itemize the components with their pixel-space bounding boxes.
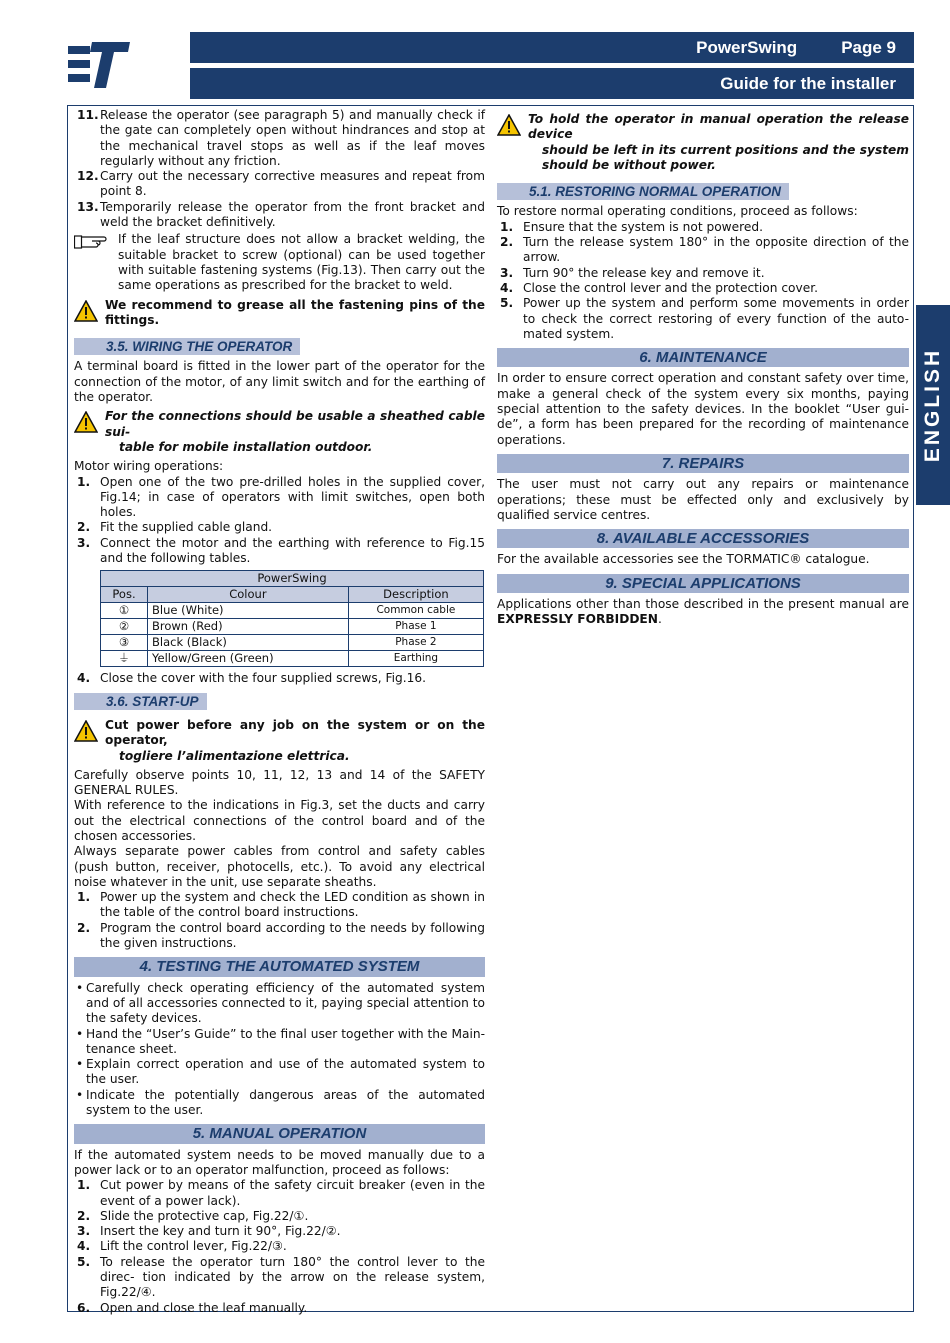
maintenance-text: In order to ensure correct operation and constant safety over time, make a general check of the system every six months, paying special attention to the safety devices. In the booklet “User gui- de”, a form has been prepared for the recording of maintenance operations.	[497, 371, 909, 447]
list-item: 3. Connect the motor and the earthing with reference to Fig.15 and the following tables.	[77, 535, 485, 566]
table-cell: Common cable	[348, 603, 483, 619]
bracket-note	[74, 232, 485, 293]
list-item: • Carefully check operating efficiency of the automated system and of all accessories connected to it, paying special attention to the safety devices.	[76, 980, 485, 1026]
warning-grease	[74, 298, 485, 329]
manual-intro: If the automated system needs to be moved manually due to a power lack or to an operator malfunction, proceed as follows:	[74, 1147, 485, 1177]
table-cell: Phase 2	[348, 635, 483, 651]
wiring-intro: A terminal board is fitted in the lower part of the operator for the connection of the motor, of any limit switch and for the earthing of the operator.	[74, 359, 485, 405]
startup-p2: With reference to the indications in Fig.3, set the ducts and carry out the electrical connections of the control board and of the chosen accessories.	[74, 798, 485, 843]
steps-list-a	[74, 108, 485, 230]
warning-icon	[74, 411, 98, 433]
wiring-table	[100, 570, 484, 667]
list-item: 6. Open and close the leaf manually.	[77, 1300, 308, 1315]
section-heading-special: 9. SPECIAL APPLICATIONS	[497, 574, 909, 593]
table-cell: ③	[101, 635, 148, 651]
page-number: Page 9	[841, 37, 896, 57]
startup-p1: Carefully observe points 10, 11, 12, 13 and 14 of the SAFETY GENERAL RULES.	[74, 767, 485, 798]
table-header: Description	[348, 587, 483, 603]
list-item: 3. Insert the key and turn it 90°, Fig.22/②.	[77, 1224, 341, 1239]
list-item: 4. Lift the control lever, Fig.22/③.	[77, 1239, 287, 1254]
table-cell: Blue (White)	[148, 603, 349, 619]
table-cell: Phase 1	[348, 619, 483, 635]
list-item: 4. Close the control lever and the protection cover.	[500, 280, 818, 295]
list-item: 13. Temporarily release the operator from the front bracket and weld the bracket definitively.	[77, 199, 485, 230]
language-label: ENGLISH	[921, 347, 944, 463]
table-cell: Earthing	[348, 651, 483, 667]
list-item: 2. Slide the protective cap, Fig.22/①.	[77, 1208, 309, 1223]
product-name: PowerSwing	[696, 37, 798, 57]
table-row	[101, 651, 484, 667]
section-heading-wiring: 3.5. WIRING THE OPERATOR	[74, 338, 300, 355]
warning-icon	[74, 720, 98, 742]
list-item: 4. Close the cover with the four supplied screws, Fig.16.	[77, 671, 426, 686]
table-header: Colour	[148, 587, 349, 603]
list-item: 2. Turn the release system 180° in the opposite direction of the arrow.	[500, 235, 909, 265]
list-item: 2. Program the control board according to the needs by following the given instructions.	[77, 920, 485, 951]
list-item: 5. Power up the system and perform some movements in order to check the correct restoring of every function of the auto- mated system.	[500, 296, 909, 341]
right-column	[497, 108, 909, 628]
section-heading-accessories: 8. AVAILABLE ACCESSORIES	[497, 529, 909, 548]
warning-icon	[74, 300, 98, 322]
list-item: 2. Fit the supplied cable gland.	[77, 520, 273, 535]
warning-cut-power	[74, 718, 485, 764]
header-bar	[190, 32, 914, 63]
table-cell: Yellow/Green (Green)	[148, 651, 349, 667]
warning-text-cont: should be left in its current positions and the system should be without power.	[542, 142, 909, 172]
list-item: 1. Cut power by means of the safety circuit breaker (even in the event of a power lack).	[77, 1178, 485, 1208]
list-item: 1. Ensure that the system is not powered.	[500, 219, 764, 234]
subtitle-bar	[190, 68, 914, 99]
section-heading-restore: 5.1. RESTORING NORMAL OPERATION	[497, 183, 789, 200]
company-logo	[66, 40, 132, 90]
section-heading-maintenance: 6. MAINTENANCE	[497, 348, 909, 367]
warning-text-cont: table for mobile installation outdoor.	[119, 439, 373, 454]
accessories-text: For the available accessories see the TORMATIC® catalogue.	[497, 552, 870, 567]
list-item: 3. Turn 90° the release key and remove it.	[500, 265, 765, 280]
warning-icon	[497, 114, 521, 136]
restore-intro: To restore normal operating conditions, proceed as follows:	[497, 204, 858, 219]
table-cell: ①	[101, 603, 148, 619]
warning-text: To hold the operator in manual operation the release device	[528, 112, 909, 142]
list-item: • Indicate the potentially dangerous areas of the automated system to the user.	[76, 1087, 485, 1118]
warning-text-cont: togliere l’alimentazione elettrica.	[119, 748, 350, 763]
warning-text: For the connections should be usable a sheathed cable sui-	[105, 409, 485, 439]
wiring-ops-label: Motor wiring operations:	[74, 459, 224, 474]
list-item: 1. Power up the system and check the LED condition as shown in the table of the control board instructions.	[77, 890, 485, 920]
note-text: If the leaf structure does not allow a bracket welding, the suitable bracket to screw (optional) can be used together with suitable fastening systems (Fig.13). Then carry out the same operations as prescribed for the bracket to weld.	[118, 232, 485, 293]
table-header: Pos.	[101, 587, 148, 603]
table-cell: Black (Black)	[148, 635, 349, 651]
list-item: • Hand the “User’s Guide” to the final user together with the Main- tenance sheet.	[76, 1026, 485, 1056]
table-cell: Brown (Red)	[148, 619, 349, 635]
warning-cable	[74, 409, 485, 455]
left-column	[74, 108, 485, 1316]
list-item: 12. Carry out the necessary corrective measures and repeat from point 8.	[77, 169, 485, 199]
repairs-text: The user must not carry out any repairs or maintenance operations; these must be effected only and exclusively by qualified service centres.	[497, 477, 909, 522]
table-cell: ②	[101, 619, 148, 635]
table-row	[101, 603, 484, 619]
forbidden-emphasis: EXPRESSLY FORBIDDEN	[497, 612, 658, 627]
section-heading-testing: 4. TESTING THE AUTOMATED SYSTEM	[74, 957, 485, 976]
section-heading-startup: 3.6. START-UP	[74, 693, 207, 710]
warning-text: We recommend to grease all the fastening pins of the fittings.	[105, 297, 485, 327]
special-text: Applications other than those described in the present manual are EXPRESSLY FORBIDDEN.	[497, 597, 909, 627]
table-row	[101, 635, 484, 651]
list-item: 1. Open one of the two pre-drilled holes in the supplied cover, Fig.14; in case of operators with limit switches, open both holes.	[77, 474, 485, 520]
startup-p3: Always separate power cables from control and safety cables (push button, receiver, photocells, etc.). To avoid any electrical noise whatever in the unit, use separate sheaths.	[74, 844, 485, 889]
table-row	[101, 619, 484, 635]
section-heading-repairs: 7. REPAIRS	[497, 454, 909, 473]
language-tab	[916, 305, 950, 505]
table-cell: ⏚	[101, 651, 148, 667]
warning-hold	[497, 112, 909, 173]
table-caption: PowerSwing	[101, 571, 484, 587]
guide-subtitle: Guide for the installer	[720, 73, 896, 93]
warning-text: Cut power before any job on the system or on the operator,	[105, 717, 485, 748]
list-item: 11. Release the operator (see paragraph 5) and manually check if the gate can completely open without hindrances and stop at the mechanical travel stops as well as if the leaf moves regularly without any friction.	[77, 108, 485, 168]
pointing-hand-icon	[74, 232, 108, 252]
list-item: 5. To release the operator turn 180° the control lever to the direc- tion indicated by the arrow on the release system, Fig.22/④.	[77, 1254, 485, 1300]
list-item: • Explain correct operation and use of the automated system to the user.	[76, 1057, 485, 1087]
section-heading-manual: 5. MANUAL OPERATION	[74, 1124, 485, 1143]
